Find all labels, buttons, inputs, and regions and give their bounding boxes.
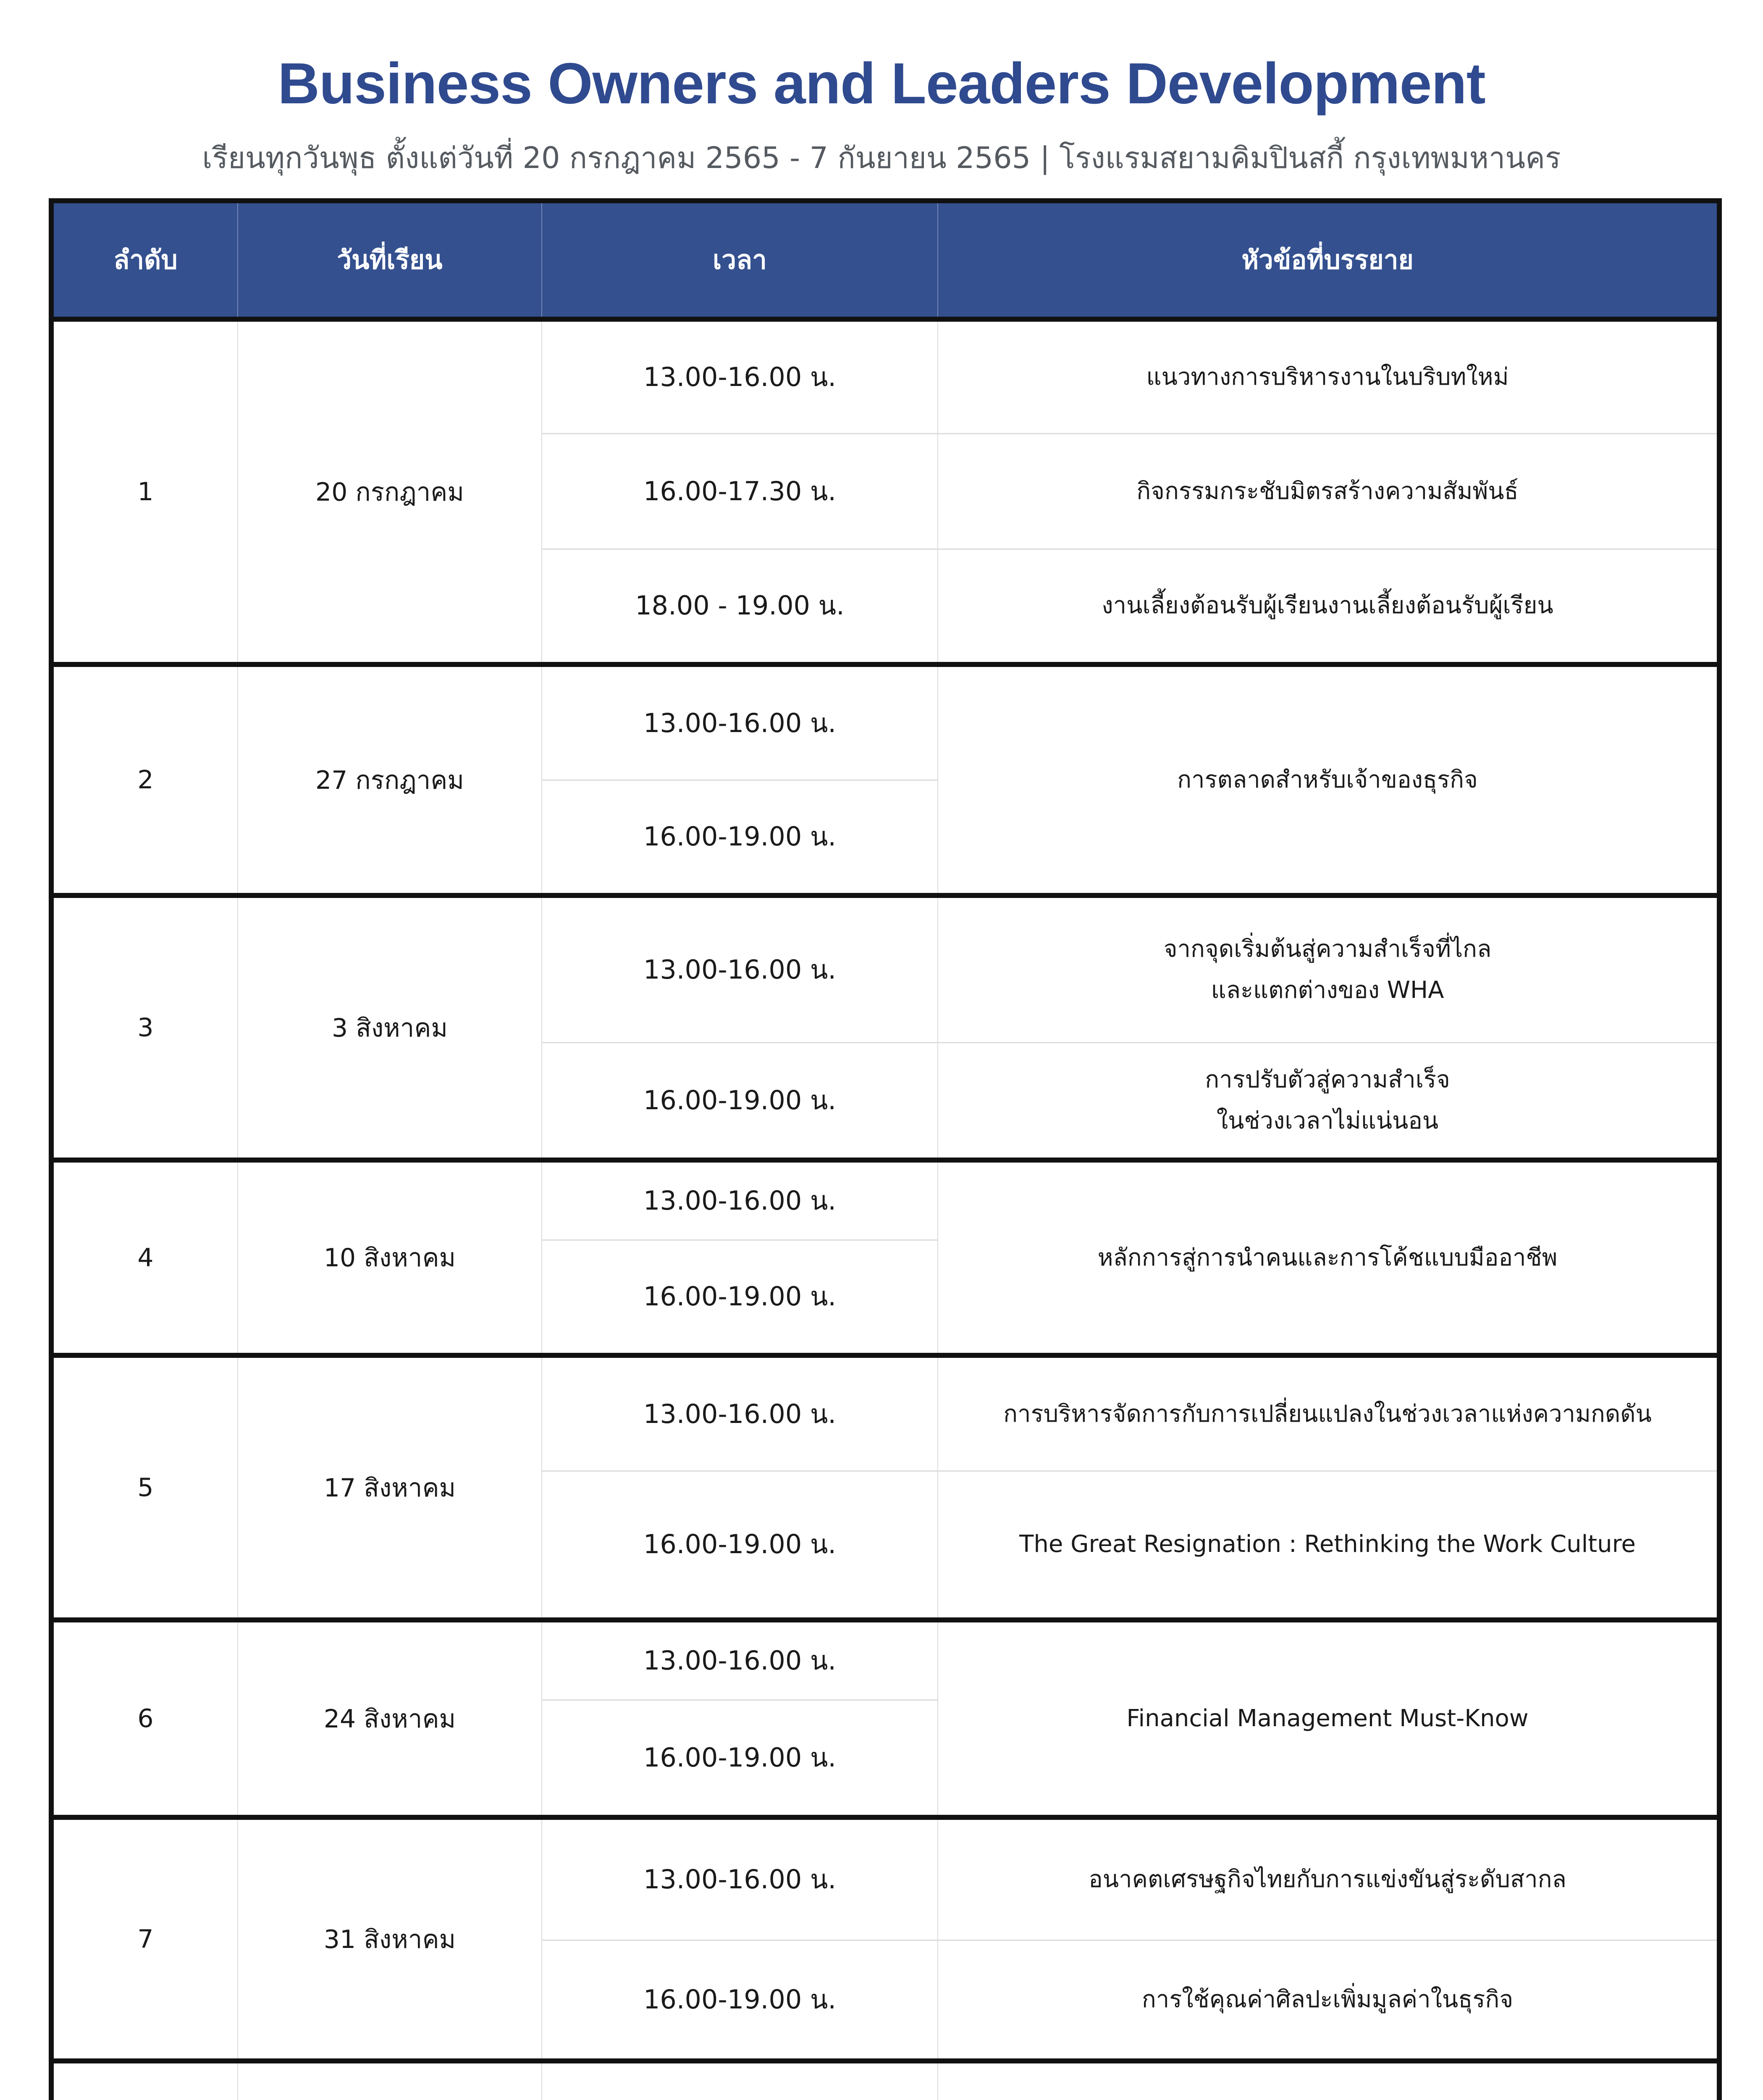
topic-line: การบริหารจัดการกับการเปลี่ยนแปลงในช่วงเวลาแห่งความกดดัน	[1003, 1400, 1652, 1428]
table-row	[51, 1620, 1719, 1700]
session-time: 13.00-16.00 น.	[542, 895, 938, 1042]
session-time: 13.00-16.00 น.	[542, 319, 938, 433]
table-row	[51, 895, 1719, 1042]
session-number: 1	[51, 319, 238, 664]
topic-line: หลักการสู่การนำคนและการโค้ชแบบมืออาชีพ	[1097, 1244, 1558, 1271]
session-date	[238, 2061, 542, 2100]
topic-line: การตลาดสำหรับเจ้าของธุรกิจ	[1177, 766, 1478, 793]
table-row	[51, 1160, 1719, 1240]
session-time: 16.00-17.30 น.	[542, 433, 938, 549]
column-header-time: เวลา	[542, 201, 938, 319]
session-topic	[938, 1940, 1719, 2061]
session-topic	[938, 1355, 1719, 1471]
schedule-table	[49, 198, 1722, 2100]
session-time: 13.00-16.00 น.	[542, 1355, 938, 1471]
page-title: Business Owners and Leaders Development	[278, 51, 1485, 116]
session-time	[542, 2061, 938, 2100]
table-row	[51, 319, 1719, 433]
session-date: 31 สิงหาคม	[238, 1817, 542, 2061]
session-number: 6	[51, 1620, 238, 1817]
session-number: 4	[51, 1160, 238, 1355]
topic-line: The Great Resignation : Rethinking the Work Culture	[1019, 1530, 1636, 1558]
session-number	[51, 2061, 238, 2100]
session-date: 17 สิงหาคม	[238, 1355, 542, 1620]
topic-line: งานเลี้ยงต้อนรับผู้เรียนงานเลี้ยงต้อนรับผู้เรียน	[1102, 592, 1553, 620]
topic-line: อนาคตเศรษฐกิจไทยกับการแข่งขันสู่ระดับสากล	[1089, 1866, 1566, 1893]
session-time: 18.00 - 19.00 น.	[542, 549, 938, 664]
table-row	[51, 2061, 1719, 2100]
session-topic	[938, 1620, 1719, 1817]
session-time: 13.00-16.00 น.	[542, 664, 938, 780]
session-topic	[938, 319, 1719, 433]
session-time: 16.00-19.00 น.	[542, 1700, 938, 1817]
topic-line: กิจกรรมกระชับมิตรสร้างความสัมพันธ์	[1136, 477, 1519, 505]
session-number: 3	[51, 895, 238, 1160]
session-time: 16.00-19.00 น.	[542, 1042, 938, 1160]
session-topic	[938, 2061, 1719, 2100]
session-date: 10 สิงหาคม	[238, 1160, 542, 1355]
table-row	[51, 1355, 1719, 1471]
session-topic	[938, 1042, 1719, 1160]
topic-line: การปรับตัวสู่ความสำเร็จ	[1205, 1066, 1450, 1093]
topic-line: Financial Management Must-Know	[1126, 1705, 1529, 1732]
page-subtitle: เรียนทุกวันพุธ ตั้งแต่วันที่ 20 กรกฎาคม 2565 - 7 กันยายน 2565 | โรงแรมสยามคิมปินสกี้ กรุงเทพมหานคร	[202, 141, 1561, 175]
topic-line: การใช้คุณค่าศิลปะเพิ่มมูลค่าในธุรกิจ	[1141, 1985, 1514, 2013]
topic-line: แนวทางการบริหารงานในบริบทใหม่	[1146, 363, 1509, 391]
session-topic	[938, 664, 1719, 895]
session-topic	[938, 1817, 1719, 1940]
session-time: 16.00-19.00 น.	[542, 780, 938, 895]
session-date: 3 สิงหาคม	[238, 895, 542, 1160]
session-number: 2	[51, 664, 238, 895]
session-number: 7	[51, 1817, 238, 2061]
session-number: 5	[51, 1355, 238, 1620]
session-time: 13.00-16.00 น.	[542, 1160, 938, 1240]
session-topic	[938, 1160, 1719, 1355]
column-header-topic: หัวข้อที่บรรยาย	[938, 201, 1719, 319]
session-topic	[938, 1471, 1719, 1620]
session-topic	[938, 895, 1719, 1042]
topic-line: ในช่วงเวลาไม่แน่นอน	[1216, 1107, 1439, 1134]
topic-line: จากจุดเริ่มต้นสู่ความสำเร็จที่ไกล	[1163, 935, 1492, 963]
column-header-order: ลำดับ	[51, 201, 238, 319]
table-row	[51, 1817, 1719, 1940]
topic-line: และแตกต่างของ WHA	[1211, 976, 1444, 1004]
session-time: 16.00-19.00 น.	[542, 1240, 938, 1355]
session-date: 24 สิงหาคม	[238, 1620, 542, 1817]
session-date: 20 กรกฎาคม	[238, 319, 542, 664]
column-header-date: วันที่เรียน	[238, 201, 542, 319]
session-time: 16.00-19.00 น.	[542, 1471, 938, 1620]
session-date: 27 กรกฎาคม	[238, 664, 542, 895]
table-row	[51, 664, 1719, 780]
session-time: 13.00-16.00 น.	[542, 1620, 938, 1700]
session-time: 13.00-16.00 น.	[542, 1817, 938, 1940]
header-row	[51, 201, 1719, 319]
session-topic	[938, 549, 1719, 664]
session-topic	[938, 433, 1719, 549]
session-time: 16.00-19.00 น.	[542, 1940, 938, 2061]
